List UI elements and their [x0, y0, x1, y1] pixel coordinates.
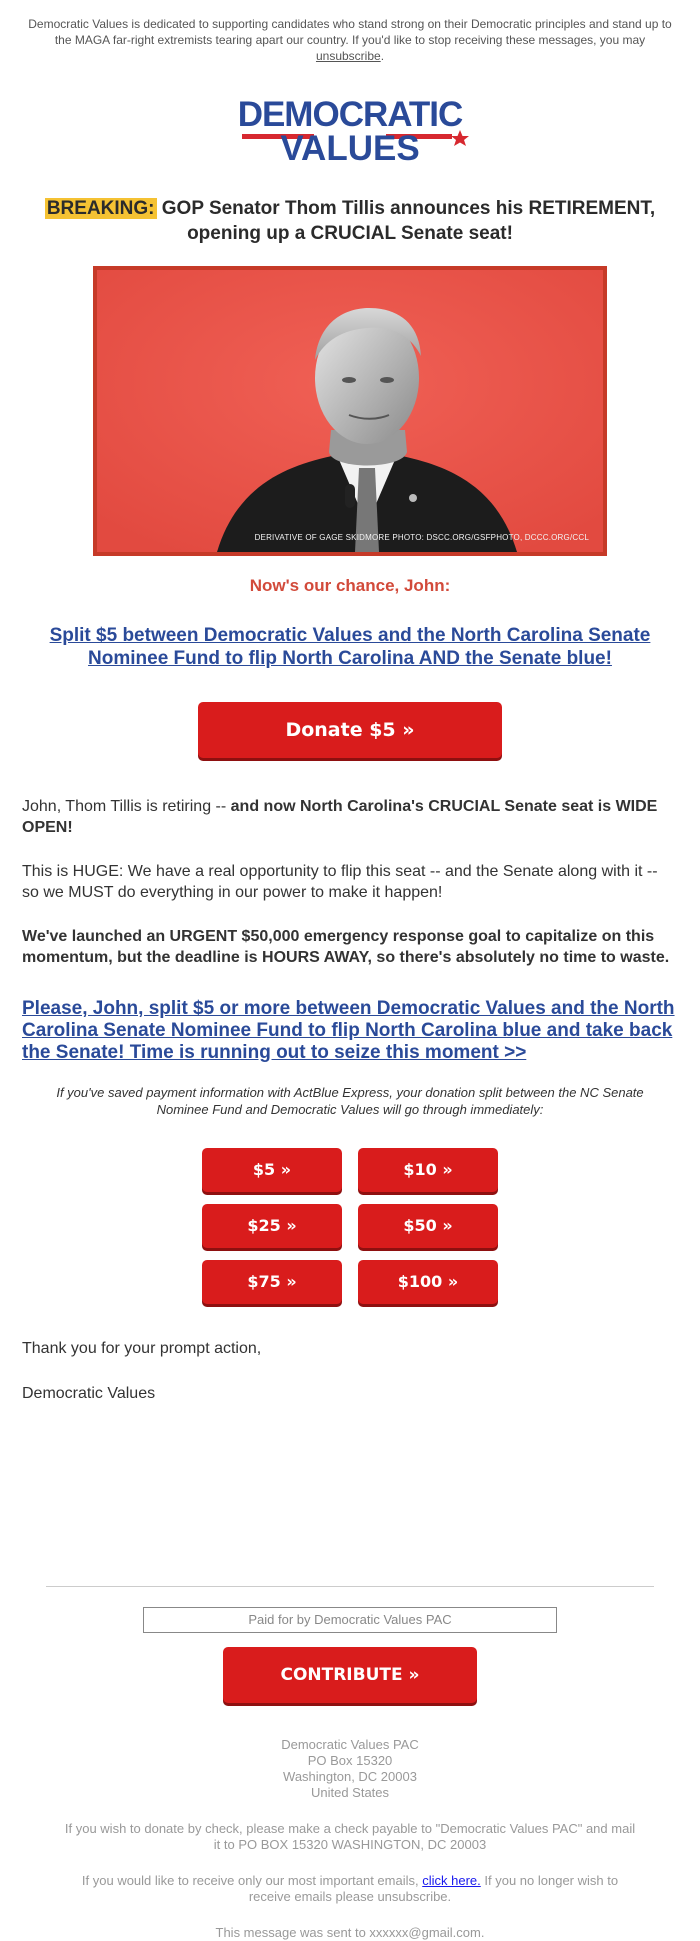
sent-to-note: This message was sent to xxxxxx@gmail.com. — [215, 1925, 485, 1940]
headline — [20, 196, 680, 246]
top-disclaimer: Democratic Values is dedicated to supporting candidates who stand strong on their Democratic principles and stand up to the MAGA far-right extremists tearing apart our country. If you'd like to stop receiving these messages, you may unsubscribe. — [28, 17, 672, 63]
chance-heading: Now's our chance, John: — [249, 576, 451, 595]
unsubscribe-link[interactable]: unsubscribe — [315, 49, 381, 63]
address-line: PO Box 15320 — [307, 1753, 393, 1768]
donation-amount-grid — [202, 1148, 498, 1304]
donate-amount-button[interactable]: $25 » — [202, 1204, 342, 1248]
address-line: United States — [310, 1785, 390, 1800]
microphone-icon — [345, 484, 355, 508]
split-donation-link[interactable]: Split $5 between Democratic Values and the North Carolina Senate Nominee Fund to flip North Carolina AND the Senate blue! — [49, 625, 651, 669]
donate-amount-button[interactable]: $75 » — [202, 1260, 342, 1304]
check-donation-note: If you wish to donate by check, please make a check payable to "Democratic Values PAC" and mail it to PO BOX 15320 WASHINGTON, DC 20003 — [64, 1821, 636, 1852]
email-preferences-note: If you would like to receive only our most important emails, click here. If you no longer wish to receive emails please unsubscribe. — [81, 1873, 619, 1904]
body-paragraph-2: This is HUGE: We have a real opportunity to flip this seat -- and the Senate along with it -- so we MUST do everything in our power to make it happen! — [22, 863, 658, 901]
headline-text: GOP Senator Thom Tillis announces his RETIREMENT, opening up a CRUCIAL Senate seat! — [161, 198, 656, 244]
donate-amount-button[interactable]: $50 » — [358, 1204, 498, 1248]
p1-emphasis: and now North Carolina's CRUCIAL Senate seat is WIDE OPEN! — [22, 798, 658, 836]
donate-amount-button[interactable]: $100 » — [358, 1260, 498, 1304]
thanks-line: Thank you for your prompt action, — [22, 1340, 262, 1357]
footer-divider — [46, 1586, 654, 1587]
disclaimer-text: Democratic Values is dedicated to supporting candidates who stand strong on their Democratic principles and stand up to the MAGA far-right extremists tearing apart our country. If you'd like to stop receiving these messages, you may — [28, 17, 672, 47]
senator-portrait — [97, 270, 603, 552]
address-line: Democratic Values PAC — [281, 1737, 419, 1752]
important-emails-link[interactable]: click here. — [422, 1873, 481, 1888]
email-page — [0, 16, 700, 1941]
paid-for-box: Paid for by Democratic Values PAC — [143, 1607, 557, 1633]
donate-amount-button[interactable]: $10 » — [358, 1148, 498, 1192]
donate-amount-button[interactable]: $5 » — [202, 1148, 342, 1192]
body-paragraph-3: We've launched an URGENT $50,000 emergency response goal to capitalize on this momentum, but the deadline is HOURS AWAY, so there's absolutely no time to waste. — [22, 928, 670, 966]
photo-credit: DERIVATIVE OF GAGE SKIDMORE PHOTO: DSCC.ORG/GSFPHOTO, DCCC.ORG/CCL — [254, 533, 589, 542]
donate-5-button[interactable]: Donate $5 » — [198, 702, 502, 758]
body-paragraph-1: John, Thom Tillis is retiring -- and now North Carolina's CRUCIAL Senate seat is WIDE OPEN! — [22, 798, 658, 836]
actblue-express-note: If you've saved payment information with ActBlue Express, your donation split between the NC Senate Nominee Fund and Democratic Values will go through immediately: — [56, 1085, 644, 1117]
contribute-button[interactable]: CONTRIBUTE » — [223, 1647, 477, 1703]
address-line: Washington, DC 20003 — [283, 1769, 417, 1784]
logo-line1: DEMOCRATIC — [237, 95, 463, 134]
mailing-address — [0, 1737, 700, 1801]
signature: Democratic Values — [22, 1385, 156, 1402]
hero-image[interactable] — [93, 266, 607, 556]
logo-mark — [222, 94, 478, 166]
logo-line2: VALUES — [280, 129, 420, 166]
split-donation-cta-link[interactable]: Please, John, split $5 or more between Democratic Values and the North Carolina Senate Nominee Fund to flip North Carolina blue and take back the Senate! Time is running out to seize this moment >> — [22, 998, 675, 1063]
breaking-label: BREAKING: — [46, 198, 155, 219]
democratic-values-logo — [220, 94, 480, 166]
lapel-pin — [409, 494, 417, 502]
